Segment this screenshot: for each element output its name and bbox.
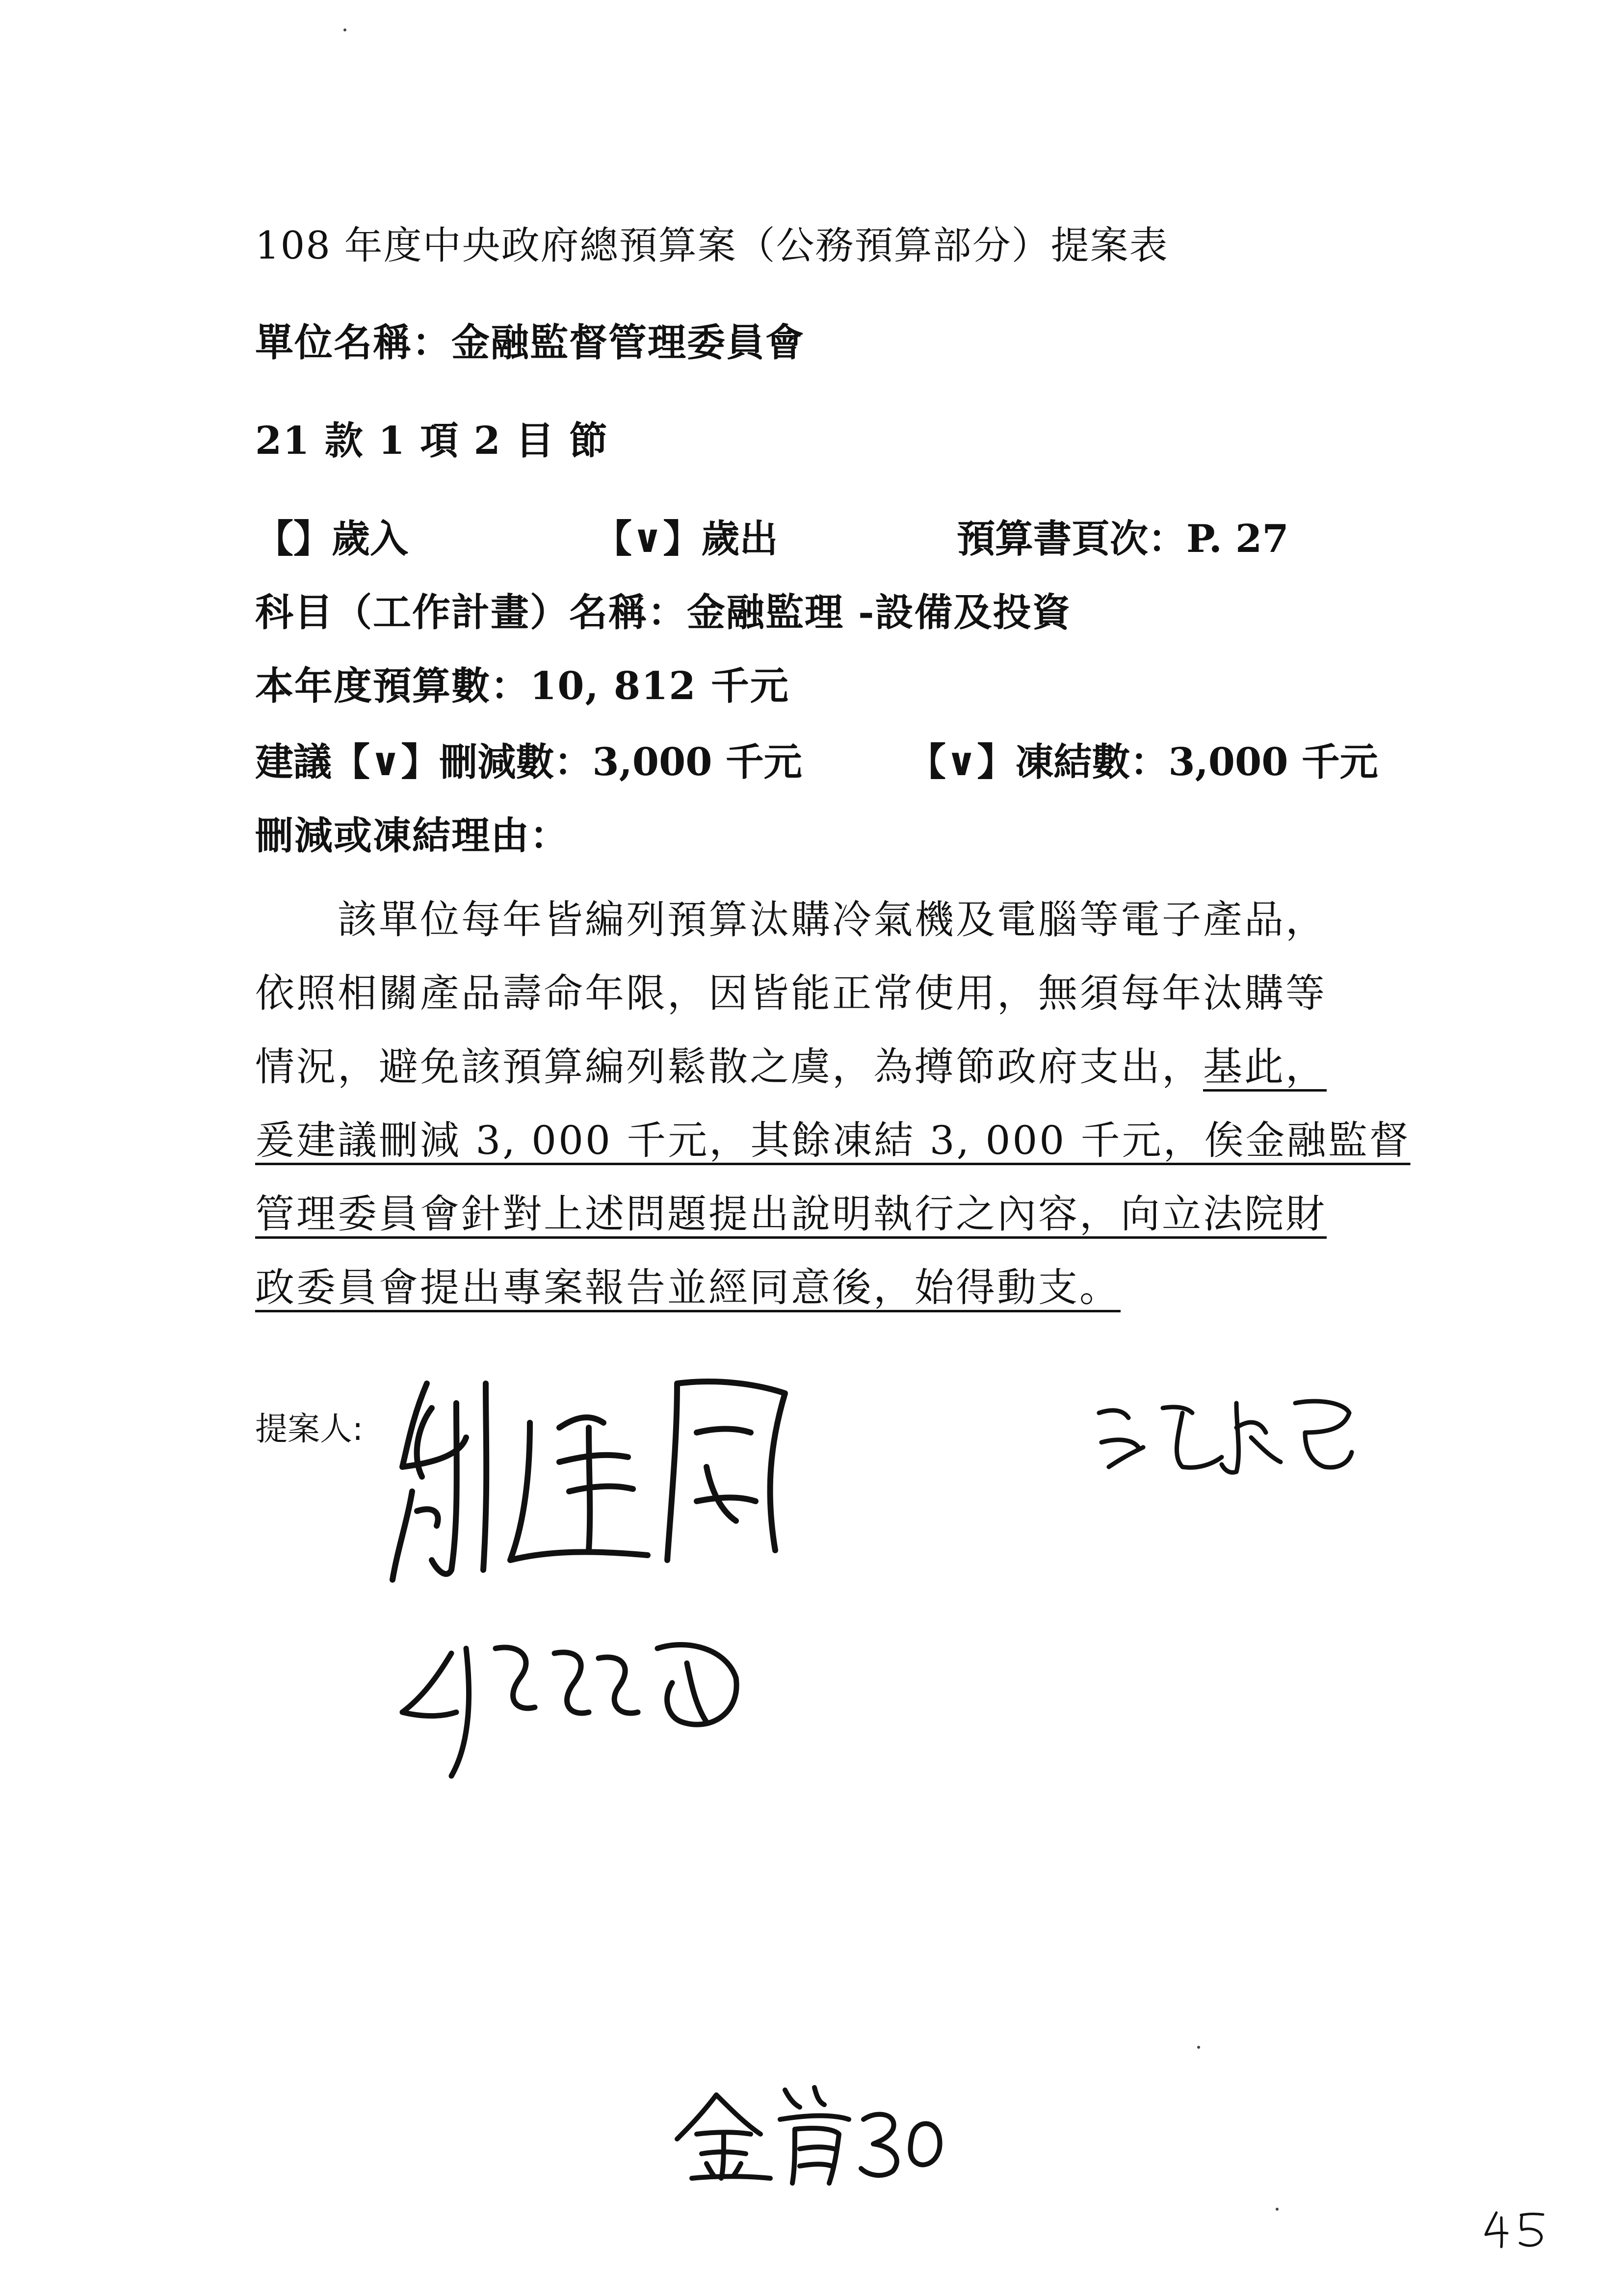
page-number-handwritten [1482,2208,1550,2252]
reason-line: 依照相關產品壽命年限，因皆能正常使用，無須每年汰購等 [255,970,1327,1016]
subject-name: 科目（工作計畫）名稱：金融監理 -設備及投資 [255,590,1072,635]
proposal-freeze: 【∨】凍結數：3,000 千元 [908,740,1378,784]
stamp-handwriting [672,2080,947,2188]
reason-text-underlined: 基此， [1203,1044,1327,1090]
proposer-label: 提案人: [255,1410,364,1448]
reason-line: 該單位每年皆編列預算汰購冷氣機及電腦等電子產品， [255,897,1327,942]
scan-speck [1197,2046,1200,2049]
reason-paragraph [255,883,1411,1325]
reason-line [255,1030,1393,1104]
reason-line-underlined: 政委員會提出專案報告並經同意後，始得動支。 [255,1265,1121,1310]
unit-value: 金融監督管理委員會 [451,320,805,365]
revenue-checkbox: 【】歲入 [255,517,409,561]
expense-checkbox: 【∨】歲出 [594,517,778,561]
reason-line-underlined: 管理委員會針對上述問題提出說明執行之內容，向立法院財 [255,1191,1327,1237]
scan-speck [343,28,346,31]
unit-name [255,320,805,365]
reason-line-underlined: 爰建議刪減 3, 000 千元，其餘凍結 3, 000 千元，俟金融監督 [255,1118,1411,1163]
reason-text: 情況，避免該預算編列鬆散之虞，為撙節政府支出， [255,1044,1203,1090]
proposal-cut: 建議【∨】刪減數：3,000 千元 [255,740,802,784]
signature-3 [393,1619,785,1796]
unit-label: 單位名稱： [255,320,452,365]
signature-2 [1089,1383,1364,1482]
annual-budget: 本年度預算數：10, 812 千元 [255,664,789,708]
page-reference: 預算書頁次：P. 27 [957,517,1289,561]
scan-speck [1276,2208,1279,2211]
reason-label: 刪減或凍結理由： [255,813,570,858]
signature-1 [383,1364,824,1590]
form-title: 108 年度中央政府總預算案（公務預算部分）提案表 [255,224,1169,268]
budget-section: 21 款 1 項 2 目 節 [255,418,609,463]
